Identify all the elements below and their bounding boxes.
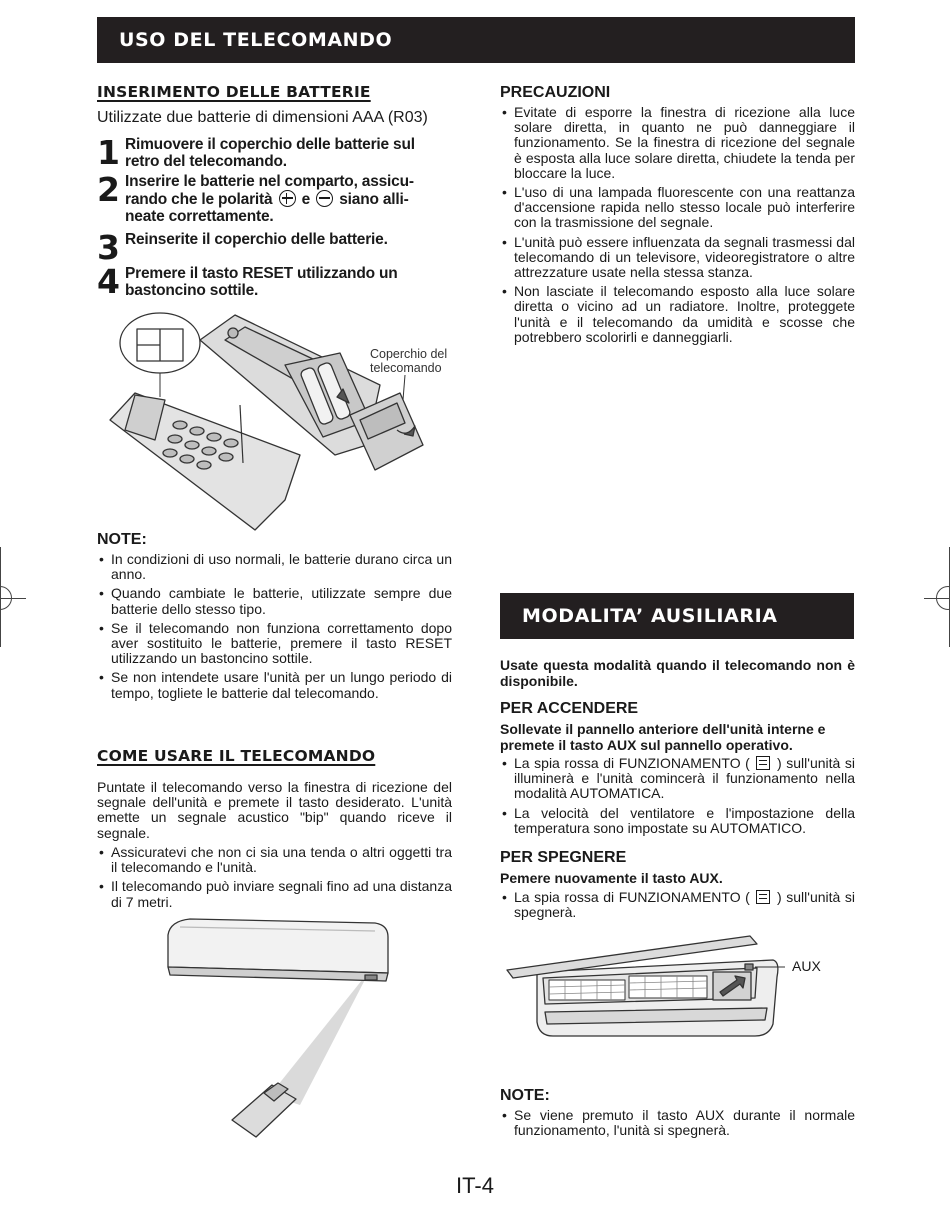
- step-text: Premere il tasto RESET utilizzando un bastoncino sottile.: [125, 265, 398, 299]
- list-item: [500, 890, 855, 920]
- page-number: IT-4: [456, 1173, 494, 1198]
- page-title: USO DEL TELECOMANDO: [119, 29, 393, 51]
- step-text-part: siano alli- neate correttamente.: [125, 191, 409, 225]
- turn-off-instruction: Pemere nuovamente il tasto AUX.: [500, 870, 723, 886]
- remote-cover-label: Coperchio del telecomando: [370, 347, 448, 375]
- minus-polarity-icon: [316, 190, 333, 207]
- step-text: Rimuovere il coperchio delle batterie sul retro del telecomando.: [125, 136, 415, 170]
- registration-mark-right: [924, 575, 950, 625]
- list-item: • Non lasciate il telecomando esposto alla luce solare diretta o vicino ad un radiatore. Inoltre, proteggete l'unità e il telecomando da umidità e scosse che potrebbero scolorirli e danneggiarli.: [500, 284, 855, 345]
- operation-lamp-icon: [756, 890, 770, 904]
- list-item: • Se viene premuto il tasto AUX durante il normale funzionamento, l'unità si spegnerà.: [500, 1108, 855, 1138]
- turn-on-list: [500, 756, 855, 840]
- list-item: • La velocità del ventilatore e l'impostazione della temperatura sono impostate su AUTOMATICO.: [500, 806, 855, 836]
- notes-left-list: [97, 552, 452, 705]
- list-item: • Quando cambiate le batterie, utilizzate sempre due batterie dello stesso tipo.: [97, 586, 452, 616]
- plus-polarity-icon: [279, 190, 296, 207]
- notes-right-list: [500, 1108, 855, 1142]
- registration-mark-left: [0, 575, 26, 625]
- step-number: 1: [97, 133, 120, 172]
- notes-left-title: NOTE:: [97, 531, 147, 548]
- precautions-title: PRECAUZIONI: [500, 84, 611, 101]
- list-item: • Assicuratevi che non ci sia una tenda o altri oggetti tra il telecomando e l'unità.: [97, 845, 452, 875]
- turn-on-instruction: Sollevate il pannello anteriore dell'unità interne e premete il tasto AUX sul pannello operativo.: [500, 721, 826, 753]
- remote-battery-illustration: [105, 305, 465, 535]
- list-item: • Evitate di esporre la finestra di ricezione alla luce solare diretta, in quanto ne può danneggiare il funzionamento. Se la finestra di ricezione del segnale è esposta alla luce solare diretta, chiudete la tenda per bloccare la luce.: [500, 105, 855, 181]
- turn-off-list: [500, 890, 855, 924]
- step-number: 3: [97, 228, 120, 267]
- ac-remote-illustration: [160, 915, 400, 1155]
- step-text-part: e: [301, 191, 311, 208]
- header-banner: [97, 17, 855, 63]
- step-4: [97, 262, 447, 301]
- list-item: • L'unità può essere influenzata da segnali trasmessi dal telecomando di un televisore, videoregistratore o altre attrezzature usate nella stessa stanza.: [500, 235, 855, 281]
- operation-lamp-icon: [756, 756, 770, 770]
- list-item-text: La spia rossa di FUNZIONAMENTO (: [514, 755, 750, 771]
- step-text: Reinserite il coperchio delle batterie.: [125, 231, 388, 248]
- list-item-text: ) sull'unità si spegnerà.: [514, 889, 855, 921]
- list-item-text: La spia rossa di FUNZIONAMENTO (: [514, 889, 750, 905]
- list-item: • L'uso di una lampada fluorescente con una reattanza d'accensione rapida nello stesso locale può interferire con la trasmissione del segnale.: [500, 185, 855, 231]
- usage-list: [97, 845, 452, 914]
- aux-banner-title: MODALITA’ AUSILIARIA: [522, 605, 778, 627]
- aux-banner: [500, 593, 854, 639]
- step-number: 2: [97, 170, 120, 209]
- notes-right-title: NOTE:: [500, 1087, 550, 1104]
- turn-on-title: PER ACCENDERE: [500, 700, 639, 717]
- batteries-section-title: INSERIMENTO DELLE BATTERIE: [97, 83, 371, 101]
- step-text-part: Inserire le batterie nel comparto, assicu- rando che le polarità: [125, 173, 414, 208]
- aux-intro: Usate questa modalità quando il telecomando non è disponibile.: [500, 657, 855, 689]
- list-item: • Il telecomando può inviare segnali fino ad una distanza di 7 metri.: [97, 879, 452, 909]
- list-item: • In condizioni di uso normali, le batterie durano circa un anno.: [97, 552, 452, 582]
- step-1: [97, 133, 447, 173]
- battery-steps: [97, 133, 447, 301]
- batteries-intro: Utilizzate due batterie di dimensioni AAA (R03): [97, 109, 428, 126]
- list-item-text: ) sull'unità si illuminerà e l'unità comincerà il funzionamento nella modalità AUTOMATICA.: [514, 755, 855, 802]
- usage-section-title: COME USARE IL TELECOMANDO: [97, 747, 376, 765]
- list-item: [500, 756, 855, 802]
- list-item: • Se il telecomando non funziona correttamento dopo aver sostituito le batterie, premere il tasto RESET utilizzando un bastoncino sottile.: [97, 621, 452, 667]
- aux-unit-illustration: [505, 932, 785, 1047]
- precautions-list: [500, 105, 855, 349]
- step-text: [125, 173, 447, 225]
- step-2: [97, 170, 447, 231]
- step-number: 4: [97, 262, 120, 301]
- list-item: • Se non intendete usare l'unità per un lungo periodo di tempo, togliete le batterie dal telecomando.: [97, 670, 452, 700]
- aux-label: AUX: [792, 958, 821, 974]
- step-3: [97, 228, 447, 267]
- usage-paragraph: Puntate il telecomando verso la finestra di ricezione del segnale dell'unità e premete il tasto desiderato. L'unità emette un segnale acustico "bip" quando riceve il segnale.: [97, 779, 452, 841]
- turn-off-title: PER SPEGNERE: [500, 849, 627, 866]
